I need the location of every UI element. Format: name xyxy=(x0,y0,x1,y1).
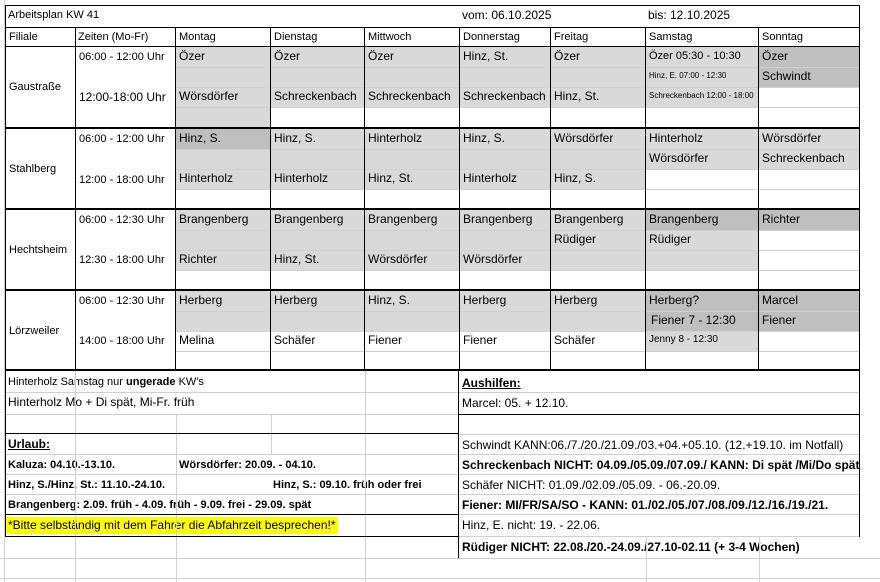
shift-cell[interactable]: Fiener xyxy=(759,311,860,331)
shift-cell[interactable]: Wörsdörfer xyxy=(460,250,551,270)
shift-cell[interactable]: Hinterholz xyxy=(271,169,365,189)
shift-cell[interactable]: Schreckenbach xyxy=(365,87,460,107)
shift-cell[interactable]: Schreckenbach xyxy=(460,87,551,107)
shift-cell[interactable]: Schreckenbach xyxy=(271,87,365,107)
shift-cell[interactable] xyxy=(365,230,460,250)
shift-cell[interactable] xyxy=(176,230,271,250)
date-to: bis: 12.10.2025 xyxy=(648,8,731,22)
shift-cell[interactable] xyxy=(646,67,759,87)
shift-cell[interactable] xyxy=(271,230,365,250)
shift-cell[interactable]: Hinz, S. xyxy=(176,129,271,149)
shift-cell[interactable]: Herberg xyxy=(271,291,365,311)
shift-cell[interactable]: Hinz, S. xyxy=(460,129,551,149)
shift-cell[interactable]: Hinterholz xyxy=(646,129,759,149)
shift-cell[interactable]: Hinz, St. xyxy=(551,87,646,107)
shift-cell[interactable]: Hinz, S. xyxy=(551,169,646,189)
helper-entry: Schäfer NICHT: 01.09./02.09./05.09. - 06.-20.09. xyxy=(462,478,721,492)
shift-cell[interactable]: Herberg xyxy=(551,291,646,311)
shift-cell[interactable] xyxy=(551,149,646,169)
vacation-entry: Hinz, S.: 09.10. früh oder frei xyxy=(273,479,422,491)
shift-cell[interactable]: Hinterholz xyxy=(365,129,460,149)
branch-name: Hechtsheim xyxy=(9,244,68,256)
shift-cell[interactable]: Schäfer xyxy=(554,333,596,347)
driver-hint-text: *Bitte selbständig mit dem Fahrer die Abfahrzeit besprechen!* xyxy=(5,517,338,534)
shift-cell[interactable]: Hinz, St. xyxy=(460,47,551,67)
shift-cell[interactable]: Brangenberg xyxy=(271,210,365,230)
shift-cell[interactable] xyxy=(646,250,759,270)
note-text-bold: ungerade xyxy=(126,376,176,388)
shift-cell[interactable]: Hinterholz xyxy=(176,169,271,189)
shift-time-late: 14:00 - 18:00 Uhr xyxy=(79,335,165,347)
note-text: Hinterholz Samstag nur xyxy=(8,376,126,388)
shift-cell[interactable]: Hinz, S. xyxy=(271,129,365,149)
shift-cell-text: Schreckenbach 12:00 - 18:00 xyxy=(649,91,754,100)
shift-cell[interactable]: Fiener xyxy=(463,333,498,347)
shift-cell[interactable]: Brangenberg xyxy=(460,210,551,230)
vacation-entry: Hinz, S./Hinz, St.: 11.10.-24.10. xyxy=(8,479,166,491)
shift-cell[interactable] xyxy=(460,67,551,87)
shift-time-early: 06:00 - 12:00 Uhr xyxy=(79,133,165,145)
shift-cell[interactable] xyxy=(759,87,860,107)
shift-cell[interactable] xyxy=(176,107,271,128)
shift-time-early: 06:00 - 12:00 Uhr xyxy=(79,51,165,63)
col-header-mittwoch: Mittwoch xyxy=(368,31,412,43)
shift-cell-text: Özer 05:30 - 10:30 xyxy=(649,50,741,62)
col-header-dienstag: Dienstag xyxy=(274,31,318,43)
shift-cell[interactable]: Brangenberg xyxy=(176,210,271,230)
shift-cell[interactable] xyxy=(271,311,365,331)
col-header-montag: Montag xyxy=(179,31,216,43)
shift-cell[interactable]: Melina xyxy=(179,333,215,347)
shift-cell[interactable] xyxy=(551,67,646,87)
shift-cell[interactable] xyxy=(551,250,646,270)
shift-cell[interactable]: Herberg xyxy=(176,291,271,311)
shift-cell[interactable]: Wörsdörfer xyxy=(365,250,460,270)
col-header-samstag: Samstag xyxy=(649,31,693,43)
col-header-zeiten: Zeiten (Mo-Fr) xyxy=(78,31,149,43)
plan-title: Arbeitsplan KW 41 xyxy=(8,9,100,21)
shift-cell[interactable]: Hinterholz xyxy=(460,169,551,189)
shift-cell[interactable] xyxy=(646,87,759,107)
shift-cell[interactable] xyxy=(646,47,759,67)
col-header-donnerstag: Donnerstag xyxy=(463,31,520,43)
shift-cell[interactable]: Schreckenbach xyxy=(759,149,860,169)
note-hinterholz-weekdays: Hinterholz Mo + Di spät, Mi-Fr. früh xyxy=(8,395,195,409)
shift-time-late: 12:00-18:00 Uhr xyxy=(79,90,166,104)
helper-entry: Rüdiger NICHT: 22.08./20.-24.09./27.10-02.11 (+ 3-4 Wochen) xyxy=(462,540,800,554)
vacation-entry: Kaluza: 04.10.-13.10. xyxy=(8,459,116,471)
shift-cell[interactable] xyxy=(460,311,551,331)
helper-entry: Schreckenbach NICHT: 04.09./05.09./07.09./ KANN: Di spät /Mi/Do spät xyxy=(462,458,860,472)
shift-cell[interactable]: Özer xyxy=(365,47,460,67)
shift-cell[interactable]: Herberg xyxy=(460,291,551,311)
shift-cell[interactable] xyxy=(271,67,365,87)
shift-cell[interactable]: Fiener xyxy=(368,333,403,347)
shift-cell[interactable] xyxy=(365,149,460,169)
shift-cell[interactable]: Marcel xyxy=(759,291,860,311)
shift-cell[interactable] xyxy=(176,149,271,169)
shift-time-late: 12:30 - 18:00 Uhr xyxy=(79,254,165,266)
shift-cell[interactable] xyxy=(176,67,271,87)
shift-cell[interactable]: Richter xyxy=(759,210,860,230)
shift-cell[interactable] xyxy=(176,311,271,331)
shift-cell[interactable]: Hinz, St. xyxy=(271,250,365,270)
helper-entry: Hinz, E. nicht: 19. - 22.06. xyxy=(462,518,601,532)
helpers-title: Aushilfen: xyxy=(462,376,521,390)
shift-cell[interactable]: Wörsdörfer xyxy=(646,149,759,169)
shift-cell[interactable]: Richter xyxy=(176,250,271,270)
shift-cell[interactable] xyxy=(365,311,460,331)
shift-cell[interactable]: Schwindt xyxy=(759,67,860,87)
shift-cell-text: Hinz, E. 07:00 - 12:30 xyxy=(649,71,727,80)
shift-time-early: 06:00 - 12:30 Uhr xyxy=(79,295,165,307)
shift-cell[interactable] xyxy=(365,67,460,87)
shift-cell[interactable]: Rüdiger xyxy=(551,230,646,250)
helper-entry: Marcel: 05. + 12.10. xyxy=(462,396,569,410)
shift-cell[interactable] xyxy=(460,149,551,169)
shift-cell[interactable]: Wörsdörfer xyxy=(759,129,860,149)
helper-entry: Fiener: MI/FR/SA/SO - KANN: 01./02./05./07./08./09./12./16./19./21. xyxy=(462,498,829,512)
shift-cell[interactable] xyxy=(460,230,551,250)
shift-cell[interactable]: Hinz, S. xyxy=(365,291,460,311)
shift-cell[interactable]: Rüdiger xyxy=(646,230,759,250)
shift-cell[interactable]: Özer xyxy=(271,47,365,67)
note-text: KW's xyxy=(175,376,204,388)
branch-name: Gaustraße xyxy=(9,81,61,93)
col-header-sonntag: Sonntag xyxy=(762,31,803,43)
branch-name: Lörzweiler xyxy=(9,325,60,337)
shift-cell[interactable]: Jenny 8 - 12:30 xyxy=(646,331,759,351)
shift-cell[interactable] xyxy=(551,311,646,331)
shift-cell[interactable]: Özer xyxy=(759,47,860,67)
branch-name: Stahlberg xyxy=(9,163,57,175)
shift-cell[interactable]: Brangenberg xyxy=(365,210,460,230)
note-hinterholz-saturday xyxy=(5,373,455,391)
vacation-entry: Wörsdörfer: 20.09. - 04.10. xyxy=(179,459,316,471)
helper-entry: Schwindt KANN:06./7./20./21.09./03.+04.+05.10. (12.+19.10. im Notfall) xyxy=(462,438,844,452)
shift-time-early: 06:00 - 12:30 Uhr xyxy=(79,214,165,226)
shift-cell[interactable]: Özer xyxy=(176,47,271,67)
col-header-freitag: Freitag xyxy=(554,31,589,43)
shift-cell[interactable] xyxy=(271,149,365,169)
vacation-title: Urlaub: xyxy=(8,437,50,451)
shift-cell[interactable]: Schäfer xyxy=(274,333,316,347)
shift-cell[interactable]: Wörsdörfer xyxy=(176,87,271,107)
col-header-filiale: Filiale xyxy=(9,31,38,43)
date-from: vom: 06.10.2025 xyxy=(462,8,552,22)
shift-cell[interactable]: Brangenberg xyxy=(551,210,646,230)
shift-cell[interactable]: Wörsdörfer xyxy=(551,129,646,149)
shift-cell[interactable]: Herberg? xyxy=(646,291,759,311)
shift-cell[interactable]: Brangenberg xyxy=(646,210,759,230)
shift-cell[interactable]: Özer xyxy=(551,47,646,67)
shift-cell[interactable]: Hinz, St. xyxy=(365,169,460,189)
shift-time-late: 12:00 - 18:00 Uhr xyxy=(79,174,165,186)
shift-cell[interactable]: Fiener 7 - 12:30 xyxy=(646,311,759,331)
driver-hint xyxy=(5,516,459,536)
vacation-entry: Brangenberg: 2.09. früh - 4.09. früh - 9.09. frei - 29.09. spät xyxy=(8,499,312,511)
